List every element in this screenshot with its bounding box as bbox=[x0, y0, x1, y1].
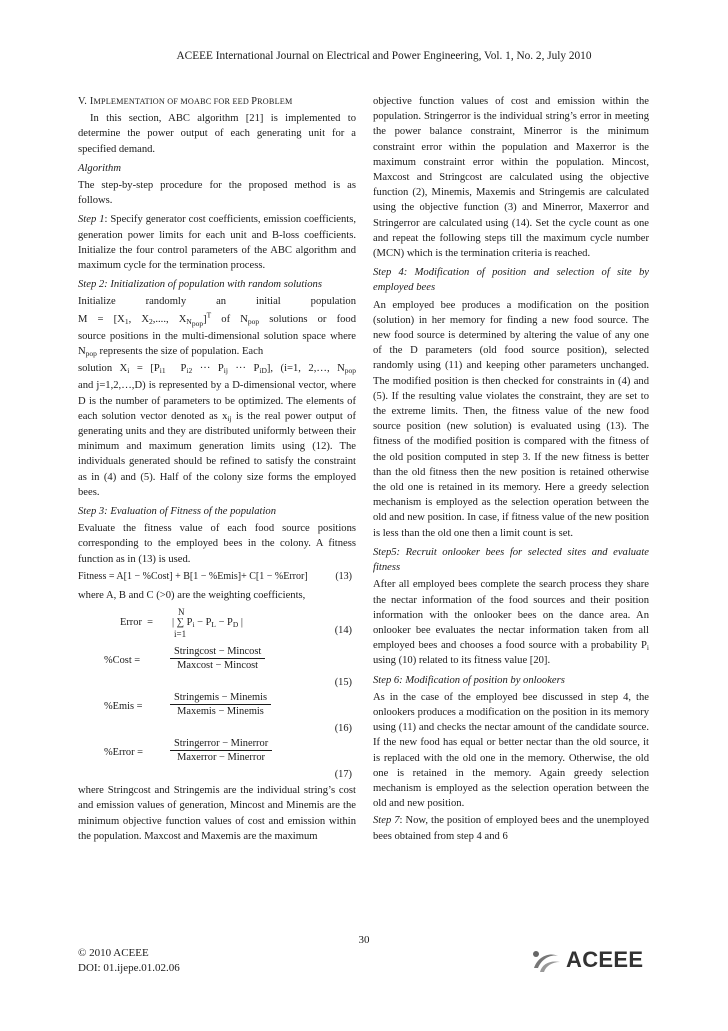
step1-paragraph: Step 1: Specify generator cost coefficients, emission coefficients, generation power limits for each unit and B-loss coefficients. Initialize the four control parameters of the ABC algorithm and maximum cycle for the termination process. bbox=[78, 214, 356, 272]
step7-paragraph: Step 7: Now, the position of employed bees and the unemployed bees obtained from step 4 and 6 bbox=[373, 815, 650, 842]
step3-paragraph: Evaluate the fitness value of each food source positions corresponding to the employed bees in the colony. A fitness function as in (13) is used. bbox=[78, 523, 356, 565]
section-heading: V. IMPLEMENTATION OF MOABC FOR EED PROBLEM bbox=[78, 96, 293, 107]
right-column bbox=[373, 94, 649, 846]
left-closing-paragraph: where Stringcost and Stringemis are the individual string’s cost and emission values of generation, Mincost and Minemis are the minimum objective function values of cost and emission within the population. Maxcost and Maxemis are the maximum bbox=[78, 785, 356, 842]
equation-16: %Emis = Stringemis − Minemis Maxemis − Minemis bbox=[78, 691, 356, 721]
step4-heading: Step 4: Modification of position and selection of site by employed bees bbox=[373, 267, 649, 294]
equation-17: %Error = Stringerror − Minerror Maxerror − Minerror bbox=[78, 737, 356, 767]
doi-text: DOI: 01.ijepe.01.02.06 bbox=[78, 961, 180, 974]
equation-17-number: (17) bbox=[334, 769, 352, 781]
step2-line1: Initialize randomly an initial population bbox=[78, 296, 356, 308]
step6-heading: Step 6: Modification of position by onlookers bbox=[373, 674, 565, 686]
page-number: 30 bbox=[358, 934, 370, 946]
copyright-text: © 2010 ACEEE bbox=[78, 947, 149, 959]
step2-heading: Step 2: Initialization of population with random solutions bbox=[78, 279, 322, 291]
step2-line2: $M = [X_1$, $X_2$,...., $X_{N_{pop}}]^T$ of $N_{pop}$ solutions or food bbox=[78, 310, 356, 328]
step3-heading: Step 3: Evaluation of Fitness of the population bbox=[78, 506, 277, 518]
equation-15-number: (15) bbox=[334, 677, 352, 689]
footer-info bbox=[78, 946, 180, 975]
step2-paragraph-a: source positions in the multi-dimensional solution space where $N_{pop}$ represents the size of population. Each bbox=[78, 330, 356, 359]
step4-paragraph: An employed bee produces a modification on the position (solution) in her memory for finding a new food source. The new food source is determined by altering the value of any one of the D parameters (old food source position), selected randomly using (11) and keeping other parameters unchanged. The modified position is then checked for constraints in (4) and (5). If the resulting value violates the constraint, they are set to the extreme limits. Then, the fitness value of the new food source position (new solution) is evaluated using (13). The fitness of the modified position is compared with the fitness of the old position computed in step 3. If the new fitness is better than the old fitness then the new position is retained otherwise the old one is retained in its memory. Here a greedy selection mechanism is employed as the selection operation between the old and new position. In case, if fitness value of the new position is less than the old one then a limit count is set. bbox=[373, 299, 649, 539]
logo-swirl-icon bbox=[528, 946, 564, 974]
intro-paragraph: In this section, ABC algorithm [21] is implemented to determine the power output of each generating unit for a specified demand. bbox=[78, 113, 356, 155]
step2-solution-line: solution $X_i = [P_{i1}$ $P_{i2}$ ··· $P_{ij}$ ··· $P_{iD}$], (i=1, 2,…, $N_{pop}$ bbox=[78, 363, 356, 376]
step5-paragraph: After all employed bees complete the search process they share the nectar information of the food sources and their position information with the onlooker bees on the dance area. An onlooker bee evaluates the nectar information taken from all employed bees and chooses a food source with a probability $P_i$ using (10) related to its fitness value [20]. bbox=[373, 579, 649, 667]
step6-paragraph: As in the case of the employed bee discussed in step 4, the onlookers produces a modification on the position in its memory using (11) and checks the nectar amount of the candidate source. If the new food has equal or better nectar than the old source, it is replaced with the old one in the memory. Otherwise, the old one is retained in the memory. Again greedy selection mechanism is employed as the selection operation between the old and new position. bbox=[373, 691, 649, 810]
aceee-logo bbox=[528, 946, 652, 974]
equation-13: Fitness = A[1 − %Cost] + B[1 − %Emis]+ C[1 − %Error] (13) bbox=[78, 570, 352, 582]
step2-paragraph-b: and j=1,2,…,D) is represented by a D-dimensional vector, where D is the number of parameters to be optimized. The elements of each solution vector denoted as $x_{ij}$ is the real power output of generating units and they are distributed uniformly between their minimum and maximum generation limits using (12). The individuals generated should be refined to satisfy the constraint as in (4) and (5). Half of the colony size forms the employed bees. bbox=[78, 380, 356, 498]
algorithm-text: The step-by-step procedure for the proposed method is as follows. bbox=[78, 180, 356, 207]
journal-header: ACEEE International Journal on Electrical and Power Engineering, Vol. 1, No. 2, July 2010 bbox=[176, 50, 592, 62]
logo-word: ACEEE bbox=[566, 947, 644, 972]
algorithm-heading: Algorithm bbox=[78, 162, 121, 174]
step5-heading: Step5: Recruit onlooker bees for selected sites and evaluate fitness bbox=[373, 546, 649, 574]
equation-16-number: (16) bbox=[334, 723, 352, 735]
right-paragraph-1: objective function values of cost and emission within the population. Stringerror is the individual string’s error in meeting the power balance constraint, Minerror is the minimum constraint error within the population and Maxerror is the maximum constraint error within the population. Mincost, Maxcost and Stringcost are calculated using the objective function (2), Minemis, Maxemis and Stringemis are calculated using the objective function (3) and Minerror, Maxerror and Stringerror are calculated using (14). Set the cycle count as one and repeat the following steps till the maximum cycle number (MCN) which is the termination criteria is reached. bbox=[373, 96, 649, 260]
equation-15: %Cost = Stringcost − Mincost Maxcost − Mincost bbox=[78, 645, 356, 675]
weights-text: where A, B and C (>0) are the weighting coefficients, bbox=[78, 589, 306, 601]
equation-14: Error = N | ∑ $P_i - P_L - P_D$ | i=1 (14) bbox=[120, 607, 352, 640]
left-column bbox=[78, 94, 356, 846]
